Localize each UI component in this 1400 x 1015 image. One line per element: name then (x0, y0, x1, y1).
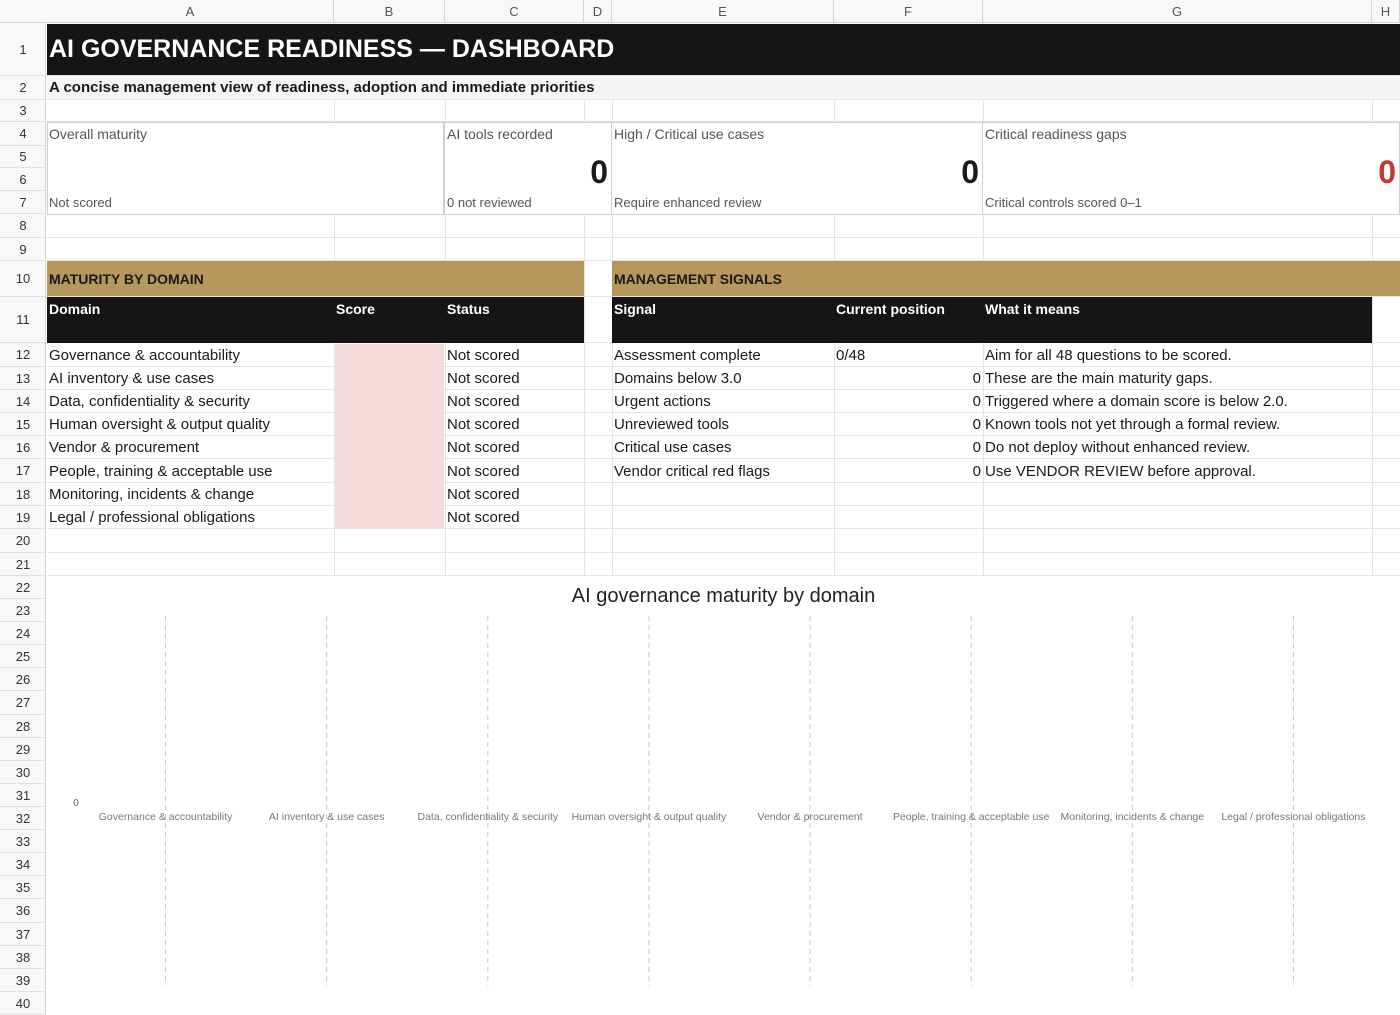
maturity-domain-cell[interactable]: Monitoring, incidents & change (49, 486, 255, 503)
chart-title: AI governance maturity by domain (571, 584, 876, 607)
grid-line (47, 552, 1400, 553)
kpi-tools-sub: 0 not reviewed (447, 194, 532, 210)
column-header-c[interactable]: C (445, 0, 584, 23)
kpi-gaps-label: Critical readiness gaps (985, 126, 1127, 142)
row-header-2[interactable]: 2 (0, 76, 46, 100)
column-header-a[interactable]: A (47, 0, 334, 23)
row-header-15[interactable]: 15 (0, 413, 46, 436)
row-header-19[interactable]: 19 (0, 506, 46, 529)
signal-meaning-cell[interactable]: Do not deploy without enhanced review. (985, 439, 1251, 456)
row-header-3[interactable]: 3 (0, 100, 46, 122)
kpi-usecases-value: 0 (961, 153, 979, 190)
row-header-34[interactable]: 34 (0, 853, 46, 876)
row-header-23[interactable]: 23 (0, 599, 46, 622)
row-header-31[interactable]: 31 (0, 784, 46, 807)
x-tick-label: People, training & acceptable use (892, 811, 1050, 823)
row-header-10[interactable]: 10 (0, 261, 46, 297)
signal-name-cell[interactable]: Urgent actions (614, 393, 711, 410)
row-header-6[interactable]: 6 (0, 168, 46, 191)
x-tick-label: Monitoring, incidents & change (1060, 811, 1205, 823)
x-tick-label: AI inventory & use cases (268, 811, 385, 823)
signal-meaning-cell[interactable]: Triggered where a domain score is below 2.0. (985, 393, 1288, 410)
kpi-tools-value: 0 (590, 153, 608, 190)
maturity-status-cell[interactable]: Not scored (447, 416, 520, 433)
grid-line (1372, 23, 1373, 576)
kpi-gaps-sub: Critical controls scored 0–1 (985, 194, 1142, 210)
row-header-26[interactable]: 26 (0, 668, 46, 691)
dashboard-title: AI GOVERNANCE READINESS — DASHBOARD (49, 35, 615, 63)
maturity-status-cell[interactable]: Not scored (447, 393, 520, 410)
row-header-20[interactable]: 20 (0, 529, 46, 553)
row-header-24[interactable]: 24 (0, 622, 46, 645)
signals-header-meaning: What it means (985, 301, 1080, 317)
signal-meaning-cell[interactable]: Known tools not yet through a formal review. (985, 416, 1281, 433)
kpi-overall-sub: Not scored (49, 194, 112, 210)
maturity-domain-cell[interactable]: People, training & acceptable use (49, 462, 273, 480)
row-header-35[interactable]: 35 (0, 876, 46, 899)
maturity-status-cell[interactable]: Not scored (447, 462, 520, 480)
signal-meaning-cell[interactable]: These are the main maturity gaps. (985, 370, 1213, 387)
row-header-36[interactable]: 36 (0, 899, 46, 923)
signal-position-cell[interactable]: 0 (972, 370, 981, 387)
grid-line (47, 237, 1400, 238)
row-header-25[interactable]: 25 (0, 645, 46, 668)
row-header-13[interactable]: 13 (0, 367, 46, 390)
maturity-status-cell[interactable]: Not scored (447, 486, 520, 503)
score-cells-fill (335, 344, 444, 528)
kpi-usecases-sub: Require enhanced review (614, 194, 762, 210)
row-header-38[interactable]: 38 (0, 946, 46, 969)
signal-meaning-cell[interactable]: Use VENDOR REVIEW before approval. (985, 462, 1256, 480)
maturity-domain-cell[interactable]: Legal / professional obligations (49, 509, 255, 526)
y-tick-label: 0 (73, 798, 79, 809)
maturity-domain-cell[interactable]: Human oversight & output quality (49, 416, 270, 433)
x-tick-label: Vendor & procurement (757, 811, 863, 823)
maturity-bar-chart (47, 576, 1400, 1015)
x-tick-label: Legal / professional obligations (1221, 811, 1366, 823)
maturity-domain-cell[interactable]: Governance & accountability (49, 346, 240, 364)
row-header-17[interactable]: 17 (0, 459, 46, 483)
row-header-30[interactable]: 30 (0, 761, 46, 784)
row-header-16[interactable]: 16 (0, 436, 46, 459)
signal-position-cell[interactable]: 0 (972, 462, 981, 480)
row-header-9[interactable]: 9 (0, 238, 46, 261)
signal-name-cell[interactable]: Vendor critical red flags (614, 462, 770, 480)
row-header-14[interactable]: 14 (0, 390, 46, 413)
x-tick-label: Human oversight & output quality (571, 811, 727, 823)
row-header-28[interactable]: 28 (0, 715, 46, 738)
signal-meaning-cell[interactable]: Aim for all 48 questions to be scored. (985, 346, 1232, 364)
kpi-gaps-value: 0 (1378, 153, 1396, 190)
maturity-header-domain: Domain (49, 301, 101, 317)
column-header-b[interactable]: B (334, 0, 445, 23)
signals-header-position: Current position (836, 301, 945, 317)
signals-header-signal: Signal (614, 301, 657, 317)
row-header-33[interactable]: 33 (0, 830, 46, 853)
kpi-tools-label: AI tools recorded (447, 126, 553, 142)
row-header-40[interactable]: 40 (0, 992, 46, 1015)
row-header-7[interactable]: 7 (0, 191, 46, 214)
signal-name-cell[interactable]: Critical use cases (614, 439, 732, 456)
maturity-section-title: MATURITY BY DOMAIN (49, 270, 204, 287)
column-header-f[interactable]: F (834, 0, 983, 23)
column-header-d[interactable]: D (584, 0, 612, 23)
maturity-status-cell[interactable]: Not scored (447, 509, 520, 526)
row-header-5[interactable]: 5 (0, 146, 46, 168)
signal-position-cell[interactable]: 0 (972, 439, 981, 456)
row-header-21[interactable]: 21 (0, 553, 46, 576)
signals-section-title: MANAGEMENT SIGNALS (614, 270, 782, 287)
row-header-1[interactable]: 1 (0, 23, 46, 76)
signal-name-cell[interactable]: Domains below 3.0 (614, 370, 742, 387)
signal-position-cell[interactable]: 0 (972, 416, 981, 433)
row-header-37[interactable]: 37 (0, 923, 46, 946)
grid-line (47, 99, 1400, 100)
row-header-39[interactable]: 39 (0, 969, 46, 992)
signal-name-cell[interactable]: Unreviewed tools (614, 416, 730, 433)
row-header-27[interactable]: 27 (0, 691, 46, 715)
row-header-4[interactable]: 4 (0, 122, 46, 146)
kpi-overall-label: Overall maturity (49, 126, 148, 142)
kpi-usecases-label: High / Critical use cases (614, 126, 765, 142)
maturity-header-score: Score (336, 301, 375, 317)
row-header-29[interactable]: 29 (0, 738, 46, 761)
grid-line (584, 23, 585, 576)
maturity-table-header (47, 297, 584, 343)
column-header-e[interactable]: E (612, 0, 834, 23)
maturity-status-cell[interactable]: Not scored (447, 439, 520, 456)
dashboard-subtitle: A concise management view of readiness, adoption and immediate priorities (49, 79, 595, 96)
maturity-status-cell[interactable]: Not scored (447, 346, 520, 364)
x-tick-label: Data, confidentiality & security (417, 811, 559, 823)
maturity-domain-cell[interactable]: AI inventory & use cases (49, 370, 215, 387)
maturity-header-status: Status (447, 301, 490, 317)
row-header-32[interactable]: 32 (0, 807, 46, 830)
signal-position-cell[interactable]: 0/48 (836, 346, 866, 364)
maturity-domain-cell[interactable]: Vendor & procurement (49, 439, 200, 456)
column-header-g[interactable]: G (983, 0, 1372, 23)
maturity-domain-cell[interactable]: Data, confidentiality & security (49, 393, 250, 410)
signal-position-cell[interactable]: 0 (972, 393, 981, 410)
signal-name-cell[interactable]: Assessment complete (614, 346, 761, 364)
row-header-22[interactable]: 22 (0, 576, 46, 599)
row-header-11[interactable]: 11 (0, 297, 46, 343)
row-header-18[interactable]: 18 (0, 483, 46, 506)
row-header-8[interactable]: 8 (0, 214, 46, 238)
column-header-h[interactable]: H (1372, 0, 1400, 23)
maturity-status-cell[interactable]: Not scored (447, 370, 520, 387)
row-header-12[interactable]: 12 (0, 343, 46, 367)
x-tick-label: Governance & accountability (98, 811, 233, 823)
